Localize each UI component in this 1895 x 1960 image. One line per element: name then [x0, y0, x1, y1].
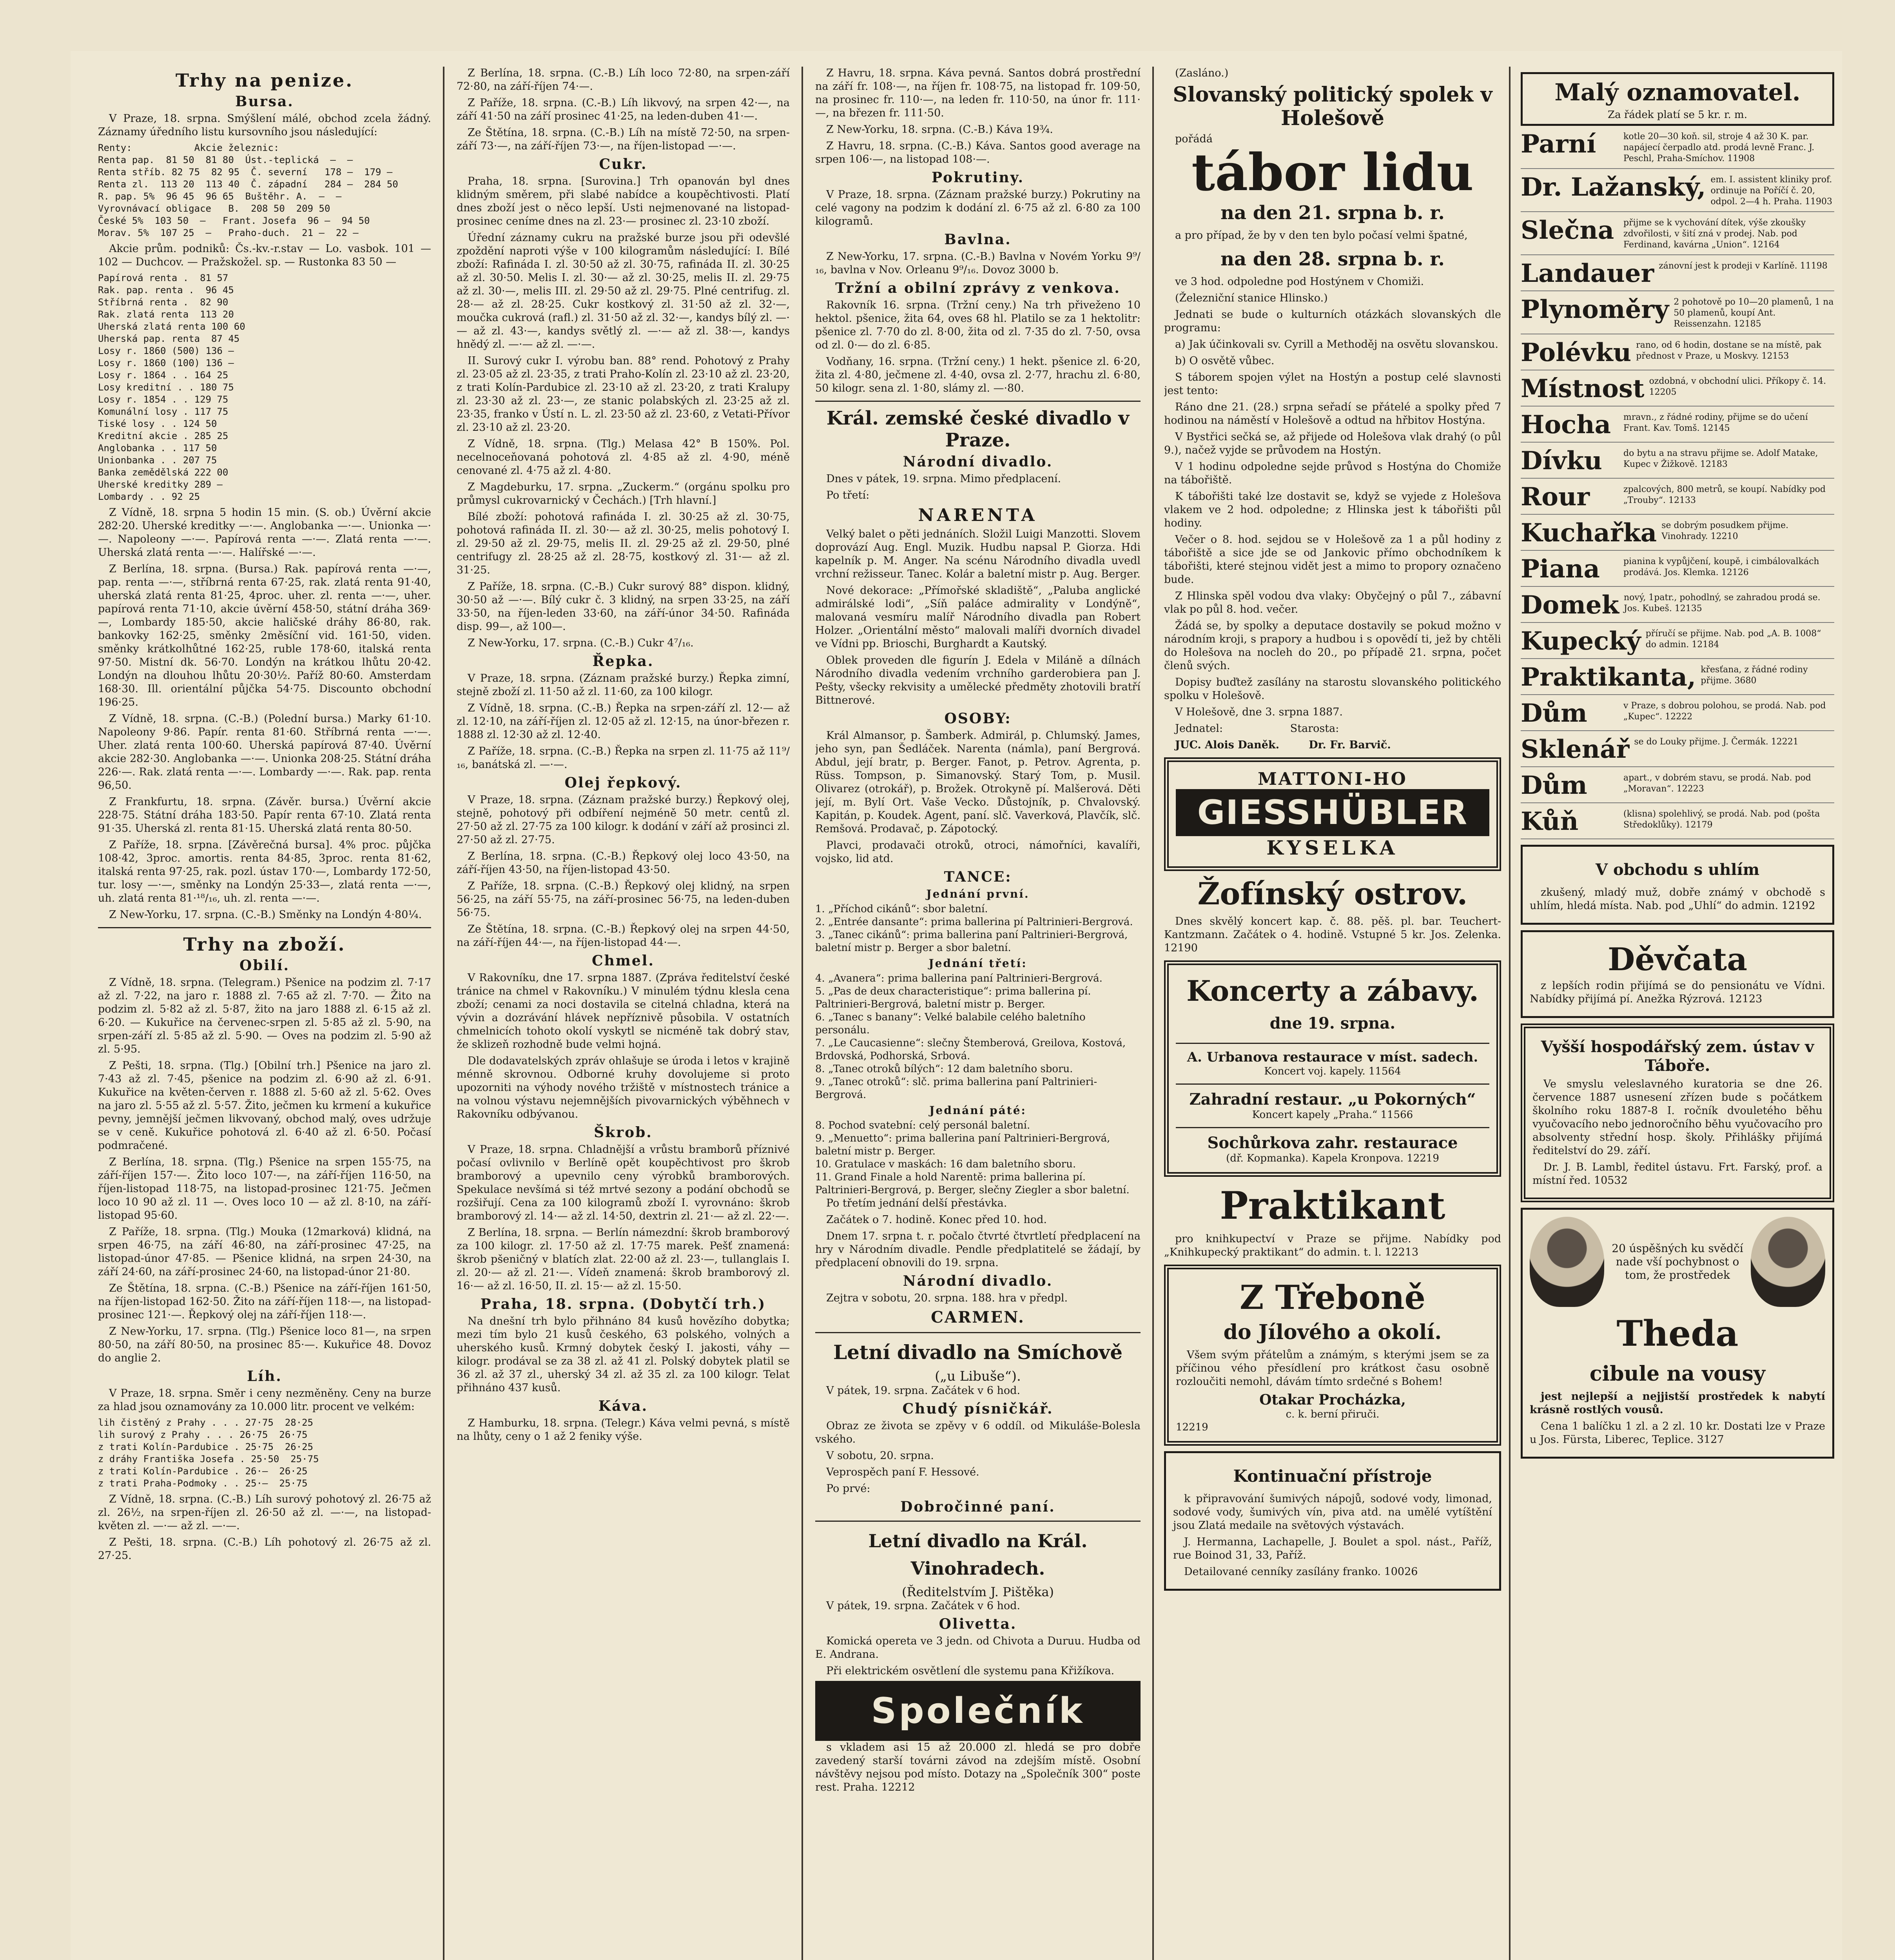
column-rule	[443, 67, 444, 1960]
paragraph: Ve smyslu veleslavného kuratoria se dne 26. července 1887 usnesení zřízen bude s počátkem školního roku 1887-8 I. ročník dvouletého běhu vyučovacího nebo jednoročního běhu vyučovacího pro absolventy střední hosp. školy. Přihlášky přijímá ředitelství do 29. září.	[1532, 1078, 1822, 1157]
paragraph: Z Havru, 18. srpna. (C.-B.) Káva. Santos good average na srpen 106·—, na listopad 108·—.	[815, 140, 1141, 165]
classified-text: zánovní jest k prodeji v Karlíně. 11198	[1659, 261, 1828, 271]
concert-venue: Sochůrkova zahr. restaurace	[1207, 1134, 1458, 1152]
classified-list	[1521, 131, 1834, 839]
subsection-sugar: Cukr.	[599, 156, 647, 172]
classified-keyword: Dr. Lažanský,	[1521, 172, 1706, 202]
column-rule	[1509, 67, 1511, 1960]
vinohrady-theatre-title: Letní divadlo na Král. Vinohradech.	[868, 1530, 1088, 1579]
concert-info: Koncert voj. kapely. 11564	[1264, 1065, 1401, 1077]
classified-ad	[1521, 628, 1834, 659]
classified-ad	[1521, 484, 1834, 515]
signatures: JUC. Alois Daněk. Dr. Fr. Barvič.	[1175, 739, 1391, 751]
paragraph: V Praze, 18. srpna. Směr i ceny nezměněny. Ceny na burze za hlad jsou oznamovány za 10.000 litr. procent ve velkém:	[98, 1387, 431, 1413]
paragraph: Při elektrickém osvětlení dle systemu pana Křižíkova.	[826, 1665, 1115, 1677]
subsection-grain: Obilí.	[239, 957, 290, 974]
paragraph: Obraz ze života se zpěvy v 6 oddíl. od Mikuláše-Bolesla vského.	[815, 1420, 1141, 1445]
paragraph: Z Berlína, 18. srpna. (Bursa.) Rak. papírová renta —·—, pap. renta —·—, stříbrná renta 67·25, rak. zlatá renta 91·40, uherská zlatá renta 81·25, 4proc. uher. zl. renta —·—, uher. papírová renta 71·10, akcie úvěrní 458·50, státní dráha 369·—, Lombardy 185·50, akcie haličské dráhy 86·80, rak. bankovky 162·25, směnky 2měsíční vid. 161·50, viden. směnky krátkolhůtné 162·25, ruble 178·60, italská renta 97·50. Mistní dk. 56·70. Londýn na krátkou lhůtu 20·42. Londýn na dlouhou lhůtu 20·30½. Paříž 80·60. Amsterdam 168·30. Ill. orientální půjčka 54·75. Discounto obchodní 196·25.	[98, 563, 431, 708]
divider	[1176, 1127, 1489, 1128]
column-commodities	[457, 67, 790, 1960]
paragraph: Z Magdeburku, 17. srpna. „Zuckerm.“ (orgánu spolku pro průmysl cukrovarnický v Čechách.) [Trh hlavní.]	[457, 481, 790, 506]
paragraph: (Železniční stanice Hlinsko.)	[1175, 292, 1328, 304]
paragraph: b) O osvětě vůbec.	[1175, 355, 1275, 367]
act-heading: Jednání páté:	[929, 1104, 1026, 1117]
column-announcements	[1164, 67, 1501, 1960]
paragraph: Veprospěch paní F. Hessové.	[826, 1466, 979, 1478]
classified-text: přijme se k vychování dítek, výše zkoušky zdvořilosti, v šití zná v prodej. Nab. pod Ferdinand, kavárna „Union“. 12164	[1623, 218, 1806, 250]
paragraph: Z Berlína, 18. srpna. (C.-B.) Řepkový olej loco 43·50, na září-říjen 43·50, na říjen-listopad 43·50.	[457, 850, 790, 876]
paragraph: Žádá se, by spolky a deputace dostavily se pokud možno v národním kroji, s prapory a hudbou i s opovědí ti, jež by chtěli do Holešova na nocleh do 20., po případě 21. srpna, počet členů svých.	[1164, 620, 1501, 672]
paragraph: Z Vídně, 18. srpna. (C.-B.) Řepka na srpen-září zl. 12·— až zl. 12·10, na září-říjen zl. 12·05 až zl. 12·15, na únor-březen r. 1888 zl. 12·30 až zl. 12·40.	[457, 702, 790, 741]
paragraph: Z Paříže, 18. srpna. [Závěrečná bursa]. 4% proc. půjčka 108·42, 3proc. amortis. renta 84·85, 3proc. renta 81·62, italská renta 97·25, rak. pozl. ústav 170·—, Lombardy 172·50, tur. losy —·—, směnky na Londýn 25·33—, zlatá renta —·—, uh. zlatá renta 81·¹⁸/₁₆, uh. zl. renta —·—.	[98, 839, 431, 904]
mattoni-ad	[1164, 757, 1501, 871]
rally-date-alt: na den 28. srpna b. r.	[1220, 248, 1445, 270]
paragraph: V Praze, 18. srpna. Chladnější a vrůstu bramborů příznivé počasí ovlivnilo v Berlíně opět koupěchtivost pro škrob bramborový a upevnilo ceny výrobků bramborových. Spekulace nevšímá si též mrtvé sezony a podání obchodů se rozšiřují. Cena za 100 kilogramů zboží I. vyrovnáno: škrob bramborový zl. 14·— až zl. 14·50, dextrin zl. 21·— až zl. 22·—.	[457, 1143, 790, 1222]
play-title: Olivetta.	[939, 1616, 1017, 1632]
paragraph: Z Vídně, 18. srpna 5 hodin 15 min. (S. ob.) Úvěrní akcie 282·20. Uherské kreditky —·—. Anglobanka —·—. Unionka —·—. Napoleony —·—. Papírová renta —·—. Zlatá renta —·—. Uherská zlatá renta —·—. Halířské —·—.	[98, 506, 431, 559]
classified-ad	[1521, 376, 1834, 407]
classified-ad	[1521, 297, 1834, 334]
paragraph: Plavci, prodavači otroků, otroci, námořníci, kavalíři, vojsko, lid atd.	[815, 839, 1141, 865]
column-rule	[1152, 67, 1154, 1960]
paragraph: a pro případ, že by v den ten bylo počasí velmi špatné,	[1175, 229, 1468, 241]
paragraph: Úřední záznamy cukru na pražské burze jsou při odevšlé zpoždění naproti výše v 100 kilogramům následující: I. Bílé zboží: Rafináda I. zl. 30·50 až zl. 30·75, rafináda II. zl. 30·25 až zl. 30·50. Melis I. zl. 30·— až zl. 30·25, melis II. zl. 29·75 až zl. 30·—, melis III. zl. 29·50 až zl. 29·75. Plné centrifug. zl. 28·— až zl. 28·25. Cukr kostkový zl. 31·50 až zl. 32·—, moučka cukrová (rafl.) zl. 31·50 až zl. 32·—, kandys bílý zl. —·— až zl. 43·—, kandys světlý zl. —·— až zl. 38·—, kandys hnědý zl. —·— až zl. —·—.	[457, 232, 790, 350]
national-theatre-heading: Národní divadlo.	[903, 454, 1053, 470]
classified-ad	[1521, 412, 1834, 443]
paragraph: V pátek, 19. srpna. Začátek v 6 hod.	[826, 1385, 1020, 1397]
paragraph: Z New-Yorku, 17. srpna. (C.-B.) Cukr 4⁷/₁₆.	[468, 637, 694, 649]
column-markets	[98, 67, 431, 1960]
paragraph: Praha, 18. srpna. [Surovina.] Trh opanován byl dnes klidným směrem, při slabé nabídce a koupěchtivosti. Platí dnes zboží jest o něco lepší. Usti nejmenované na listopad-prosinec ceníme dnes na zl. 23·— prosinec zl. 23·10 zboží.	[457, 175, 790, 227]
classified-ad	[1521, 340, 1834, 370]
paragraph: Velký balet o pěti jednáních. Složil Luigi Manzotti. Slovem doprovází Aug. Engl. Muzik. Hudbu napsal P. Giorza. Hdi kapelník p. M. Anger. Na scénu Národního divadla uvedl vrchní režisseur. Tanec. Kolár a baletní mistr p. Aug. Berger.	[815, 528, 1141, 580]
classified-keyword: Kupecký	[1521, 626, 1641, 656]
classified-ad	[1521, 218, 1834, 255]
concerts-box	[1164, 960, 1501, 1177]
concerts-date: dne 19. srpna.	[1269, 1014, 1396, 1033]
classified-keyword: Domek	[1521, 590, 1619, 620]
paragraph: II. Surový cukr I. výrobu ban. 88° rend. Pohotový z Prahy zl. 23·05 až zl. 23·35, z trati Praho-Kolín zl. 23·10 až zl. 23·20, z trati Kolín-Pardubice zl. 23·10 až zl. 23·20, z trati Kralupy zl. 23·30 až zl. 23·—, ze stanic polabských zl. 23·25 až zl. 23·35, franko v Ústí n. L. zl. 23·50 až zl. 23·60, z Vetati-Přívor zl. 23·10 až zl. 23·20.	[457, 355, 790, 434]
column-theatre	[815, 67, 1141, 1960]
paragraph: Jednatel: Starosta:	[1175, 722, 1339, 735]
divider	[815, 1332, 1141, 1333]
paragraph: Z Hlinska spěl vodou dva vlaky: Obyčejný o půl 7., zábavní vlak po půl 8. hod. večer.	[1164, 590, 1501, 615]
divider	[815, 401, 1141, 402]
paragraph: Zejtra v sobotu, 20. srpna. 188. hra v předpl.	[826, 1292, 1068, 1304]
apparatus-title: Kontinuační přístroje	[1233, 1466, 1432, 1486]
act-heading: Jednání první.	[926, 887, 1030, 900]
paragraph: Z Paříže, 18. srpna. (C.-B.) Líh likvový, na srpen 42·—, na září 41·50 na září prosinec 41·25, na leden-duben 41·—.	[457, 97, 790, 122]
classified-ad	[1521, 448, 1834, 479]
paragraph: Ze Štětína, 18. srpna. (C.-B.) Líh na místě 72·50, na srpen-září 73·—, na září-říjen 73·—, na říjen-listopad —·—.	[457, 127, 790, 152]
classified-keyword: Slečna	[1521, 216, 1614, 245]
classified-ad	[1521, 174, 1834, 212]
paragraph: Dr. J. B. Lambl, ředitel ústavu. Frt. Farský, prof. a místní řed. 10532	[1532, 1161, 1822, 1187]
paragraph: Z Paříže, 18. srpna. (C.-B.) Řepkový olej klidný, na srpen 56·25, na září 55·75, na září-prosinec 56·75, na leden-duben 56·75.	[457, 880, 790, 919]
concert-venue: Zahradní restaur. „u Pokorných“	[1189, 1090, 1476, 1109]
mattoni-brand: MATTONI-HO	[1258, 769, 1407, 789]
paragraph: V Rakovníku, dne 17. srpna 1887. (Zpráva ředitelství české tránice na chmel v Rakovníku.) V minulém týdnu klesla cena zboží; cenami za noci dostavila se citelná chladna, která na vývin a dozrávání hlávek nepříznivě působila. V ostatních chmelnicích tohoto okolí vyskytl se nicméně tak dobrý stav, že sklizeň rozhodně bude velmi hojná.	[457, 972, 790, 1051]
paragraph: J. Hermanna, Lachapelle, J. Boulet a spol. nást., Paříž, rue Boinod 31, 33, Paříž.	[1173, 1536, 1492, 1561]
summer-theatre-title: Letní divadlo na Smíchově	[833, 1341, 1123, 1364]
trebon-role: c. k. berní přiruči.	[1286, 1408, 1380, 1420]
zofin-title: Žofínský ostrov.	[1197, 876, 1468, 912]
theatre-title: Král. zemské české divadlo v Praze.	[826, 407, 1130, 451]
coal-ad	[1521, 845, 1834, 925]
paragraph: jest nejlepší a nejjistší prostředek k nabytí krásně rostlých vousů.	[1530, 1390, 1825, 1416]
spolecnik-banner: Společník	[815, 1681, 1141, 1741]
concert-info: Koncert kapely „Praha.“ 11566	[1252, 1109, 1413, 1121]
cast-heading: OSOBY:	[944, 710, 1012, 727]
paragraph: Po třetím jednání delší přestávka.	[826, 1197, 1007, 1209]
paragraph: Všem svým přátelům a známým, s kterými jsem se za příčinou vého přesídlení pro krátkost času osobně rozloučiti nemohl, dávám tímto srdečné s Bohem!	[1176, 1349, 1489, 1388]
summer-theatre-subtitle: („u Libuše“).	[935, 1368, 1021, 1384]
paragraph: Z Frankfurtu, 18. srpna. (Závěr. bursa.) Úvěrní akcie 228·75. Státní dráha 183·50. Papír renta 67·10. Zlatá renta 91·35. Uherská zl. renta 81·15. Uherská zlatá renta 80·50.	[98, 796, 431, 835]
rates-table: Renty: Akcie železnic: Renta pap. 81 50 81 80 Úst.-teplická — — Renta stříb. 82 75 82 95 Č. severní 178 — 179 — Renta zl. 113 20 113 40 Č. západní 284 — 284 50 R. pap. 5% 96 45 96 65 Buštěhr. A. — — Vyrovnávací obligace B. 208 50 209 50 České 5% 103 50 — Frant. Josefa 96 — 94 50 Morav. 5% 107 25 — Praho-duch. 21 — 22 —	[98, 142, 398, 238]
paragraph: Z Paříže, 18. srpna. (C.-B.) Cukr surový 88° dispon. klidný, 30·50 až —·—. Bílý cukr č. 3 klidný, na srpen 33·25, na září 33·50, na říjen-leden 33·60, na září-únor 34·50. Rafináda disp. 99—, až 100—.	[457, 581, 790, 633]
classified-text: 2 pohotově po 10—20 plamenů, 1 na 50 plamenů, koupí Ant. Reissenzahn. 12185	[1674, 297, 1834, 329]
paragraph: Komická opereta ve 3 jedn. od Chivota a Duruu. Hudba od E. Andrana.	[815, 1635, 1141, 1661]
paragraph: Z Vídně, 18. srpna. (Tlg.) Melasa 42° B 150%. Pol. necelnoceňovaná pohotová zl. 4·85 až zl. 4·90, méně cenované zl. 4·75 až zl. 4·80.	[457, 438, 790, 477]
paragraph: Večer o 8. hod. sejdou se v Holešově za 1 a půl hodiny z tábořiště a sice jde se od Jankovic přímo obchodníkem k tábořišti, které stejnou vidět jest a mimo to propory označeno bude.	[1164, 534, 1501, 586]
paragraph: Z Havru, 18. srpna. Káva pevná. Santos dobrá prostřední na září fr. 108·—, na říjen fr. 108·75, na listopad fr. 109·50, na prosinec fr. 110·—, na leden fr. 110·50, na únor fr. 111·—, na březen fr. 111·50.	[815, 67, 1141, 119]
divider	[1176, 1083, 1489, 1085]
dance-list: 1. „Příchod cikánů“: sbor baletní. 2. „Entrée dansante“: prima ballerina pí Paltrinieri-Bergrová. 3. „Tanec cikánů“: prima ballerina paní Paltrinieri-Bergrová, baletní mistr p. Berger a sbor baletní.	[815, 903, 1133, 954]
paragraph: Z New-Yorku, 17. srpna. (C.-B.) Směnky na Londýn 4·80¼.	[109, 909, 422, 921]
trebon-subtitle: do Jílového a okolí.	[1223, 1320, 1442, 1344]
section-title-goods: Trhy na zboží.	[183, 934, 346, 955]
concerts-title: Koncerty a zábavy.	[1186, 974, 1479, 1007]
national-theatre-heading: Národní divadlo.	[903, 1273, 1053, 1289]
play-title: NARENTA	[918, 505, 1038, 525]
subsection-country-markets: Tržní a obilní zprávy z venkova.	[835, 280, 1121, 296]
paragraph: Z Paříže, 18. srpna. (C.-B.) Řepka na srpen zl. 11·75 až 11⁹/₁₆, banátská zl. —·—.	[457, 745, 790, 771]
paragraph: a) Jak účinkovali sv. Cyrill a Methoděj na osvětu slovanskou.	[1175, 338, 1498, 350]
paragraph: Ráno dne 21. (28.) srpna seřadí se přátelé a spolky před 7 hodinou na náměstí v Holešově a odtud na hřbitov Hostýna.	[1164, 401, 1501, 426]
classified-ad	[1521, 701, 1834, 731]
paragraph: S táborem spojen výlet na Hostýn a postup celé slavnosti jest tento:	[1164, 371, 1501, 397]
paragraph: Z Berlína, 18. srpna. (C.-B.) Líh loco 72·80, na srpen-září 72·80, na září-říjen 74·—.	[457, 67, 790, 93]
paragraph: Začátek o 7. hodině. Konec před 10. hod.	[826, 1214, 1047, 1226]
theda-ad	[1521, 1208, 1834, 1459]
giesshubler-title: GIESSHÜBLER	[1176, 789, 1489, 836]
classified-text: křesťana, z řádné rodiny přijme. 3680	[1701, 665, 1808, 686]
classified-ad	[1521, 592, 1834, 623]
dance-list: 4. „Avanera“: prima ballerina paní Paltrinieri-Bergrová. 5. „Pas de deux characteristique“: prima ballerina pí. Paltrinieri-Bergrová, baletní mistr p. Berger. 6. „Tanec s banany“: Velké balabile celého baletního personálu. 7. „Le Caucasienne“: slečny Štemberová, Greilova, Kostová, Brdovská, Podhorská, Srbová. 8. „Tanec otroků bílých“: 12 dam baletního sboru. 9. „Tanec otroků“: slč. prima ballerina paní Paltrinieri-Bergrová.	[815, 973, 1126, 1101]
paragraph: Z New-Yorku, 17. srpna. (Tlg.) Pšenice loco 81—, na srpen 80·50, na září 80·50, na prosinec 85·—. Kukuřice 48. Dovoz do anglie 2.	[98, 1325, 431, 1364]
classified-keyword: Praktikanta,	[1521, 662, 1696, 692]
paragraph: Bílé zboží: pohotová rafináda I. zl. 30·25 až zl. 30·75, pohotová rafináda II. zl. 30·— až zl. 30·25, melis pohotový I. zl. 29·50 až zl. 29·75, melis II. zl. 29·25 až zl. 29·50, plné centrifugy zl. 28·25 až zl. 28·75, kostkový zl. 31·— až zl. 31·25.	[457, 511, 790, 576]
theda-intro: 20 úspěšných ku svědčí nade vší pochybnost o tom, že prostředek	[1612, 1242, 1743, 1281]
subsection-coffee: Káva.	[598, 1398, 648, 1414]
rally-title: tábor lidu	[1191, 142, 1474, 202]
paragraph: V Praze, 18. srpna. (Záznam pražské burzy.) Pokrutiny na celé vagony na podzim k dodání zl. 6·75 až zl. 6·80 za 100 kilogramů.	[815, 189, 1141, 227]
classified-text: nový, 1patr., pohodlný, se zahradou prodá se. Jos. Kubeš. 12135	[1623, 593, 1821, 613]
paragraph: V Praze, 18. srpna. (Záznam pražské burzy.) Řepka zimní, stejně zboží zl. 11·50 až zl. 11·60, za 100 kilogr.	[457, 672, 790, 698]
paragraph: Dopisy buďtež zasílány na starostu slovanského politického spolku v Holešově.	[1164, 676, 1501, 702]
paragraph: (Zasláno.)	[1175, 67, 1229, 79]
paragraph: Z Berlína, 18. srpna. (Tlg.) Pšenice na srpen 155·75, na září-říjen 157·—. Žito loco 107·—, na září-říjen 116·50, na říjen-listopad 118·75, na listopad-prosinec 121·75. Ječmen loco 10 90 až zl. 11 —. Oves loco 10 — až zl. 8·10, na září-listopad 95·60.	[98, 1156, 431, 1221]
paragraph: Ze Štětína, 18. srpna. (C.-B.) Pšenice na září-říjen 161·50, na říjen-listopad 162·50. Žito na září-říjen 118·—, na listopad-prosinec 121·—. Řepkový olej na září-říjen 118·—.	[98, 1282, 431, 1321]
classified-text: ozdobná, v obchodní ulici. Příkopy č. 14. 12205	[1649, 376, 1826, 397]
paragraph: V Holešově, dne 3. srpna 1887.	[1175, 706, 1343, 718]
bearded-man-portrait	[1530, 1217, 1604, 1307]
paragraph: Z Pešti, 18. srpna. (C.-B.) Líh pohotový zl. 26·75 až zl. 27·25.	[98, 1536, 431, 1562]
paragraph: Nové dekorace: „Přímořské skladiště“, „Paluba anglické admirálské lodi“, „Síň paláce admirality v Londýně“, malovaná vesmíru malíř Národního divadla pan Robert Holzer. „Orientální město“ malovali malíři dvorních divadel ve Vídni pp. Brioschi, Burghardt a Kautský.	[815, 584, 1141, 650]
trebon-signature: Otakar Procházka,	[1259, 1392, 1406, 1408]
paragraph: Z Pešti, 18. srpna. (Tlg.) [Obilní trh.] Pšenice na jaro zl. 7·43 až zl. 7·45, pšenice na podzim zl. 6·90 až zl. 6·91. Kukuřice na květen-červen r. 1888 zl. 5·60 až zl. 5·62. Oves na jaro zl. 5·55 až zl. 5·57. Žito, ječmen ku krmení a kukuřice pevny, jemnější ječmen likvovaný, obchod malý, oves udržuje se v ceně. Kukuřice pohotová zl. 6·40 až zl. 6·50. Počasí podmračené.	[98, 1060, 431, 1152]
classified-keyword: Polévku	[1521, 338, 1632, 367]
subsection-hops: Chmel.	[591, 953, 655, 969]
paragraph: zkušený, mladý muž, dobře známý v obchodě s uhlím, hledá místa. Nab. pod „Uhlí“ do admin. 12192	[1530, 886, 1825, 912]
classified-keyword: Dům	[1521, 699, 1587, 728]
paragraph: Dnes skvělý koncert kap. č. 88. pěš. pl. bar. Teuchert-Kantzmann. Začátek o 4. hodině. Vstupné 5 kr. Jos. Zelenka. 12190	[1164, 915, 1501, 954]
classified-ad	[1521, 556, 1834, 587]
ad-number: 12219	[1176, 1421, 1208, 1433]
classified-keyword: Piana	[1521, 554, 1600, 584]
classified-text: apart., v dobrém stavu, se prodá. Nab. pod „Moravan“. 12223	[1623, 773, 1811, 794]
coal-title: V obchodu s uhlím	[1595, 860, 1760, 879]
classified-text: (klisna) spolehlivý, se prodá. Nab. pod (pošta Středoklůky). 12179	[1623, 809, 1820, 830]
paragraph: Dnes v pátek, 19. srpna. Mimo předplacení.	[826, 473, 1061, 485]
classifieds-title: Malý oznamovatel.	[1554, 79, 1801, 106]
divider	[815, 1521, 1141, 1522]
paragraph: V Praze, 18. srpna. Smýšlení málé, obchod zcela žádný. Záznamy úředního listu kursovního jsou následující:	[98, 113, 431, 138]
concert-info: (dř. Kopmanka). Kapela Kronpova. 12219	[1226, 1152, 1439, 1164]
subsection-oil: Olej řepkový.	[564, 775, 682, 791]
subsection-cattle: Praha, 18. srpna. (Dobytčí trh.)	[480, 1296, 766, 1312]
classified-text: mravn., z řádné rodiny, přijme se do učení Frant. Kav. Tomš. 12145	[1623, 412, 1808, 433]
dances-heading: TANCE:	[944, 869, 1012, 885]
subsection-spirit: Líh.	[247, 1368, 282, 1385]
trebon-title: Z Třeboně	[1240, 1278, 1425, 1317]
classified-text: pianina k vypůjčení, koupě, i cimbálovalkách prodává. Jos. Klemka. 12126	[1623, 557, 1819, 577]
paragraph: Z New-Yorku, 18. srpna. (C.-B.) Káva 19¾.	[826, 123, 1053, 136]
classified-text: em. I. assistent kliniky prof. ordinuje na Poříčí č. 20, odpol. 2—4 h. Praha. 11903	[1710, 175, 1832, 207]
paragraph: Rakovník 16. srpna. (Tržní ceny.) Na trh přiveženo 10 hektol. pšenice, žita 64, oves 68 hl. Platilo se za 1 hektolitr: pšenice zl. 7·70 do zl. 8·00, žita od zl. 7·35 do zl. 7·50, ovsa od zl. 0·— do zl. 6·85.	[815, 299, 1141, 351]
trebon-box	[1164, 1265, 1501, 1446]
paragraph: V Bystřici sečká se, až přijede od Holešova vlak drahý (o půl 9.), načež vyjde se průvodem na Hostýn.	[1164, 431, 1501, 456]
paragraph: pro knihkupectví v Praze se přijme. Nabídky pod „Knihkupecký praktikant“ do admin. t. l. 12213	[1164, 1233, 1501, 1258]
paragraph: Oblek proveden dle figurín J. Edela v Miláně a dílnách Národního divadla vedením vrchního garderobiera pan J. Pešty, všecky rekvisity a umělecké předměty zhotovili bratří Bittnerové.	[815, 654, 1141, 706]
classified-ad	[1521, 131, 1834, 169]
divider	[1176, 1043, 1489, 1044]
paragraph: Z Paříže, 18. srpna. (Tlg.) Mouka (12marková) klidná, na srpen 46·75, na září 46·80, na září-prosinec 47·25, na listopad-únor 47·85. — Pšenice klidná, na srpen 24·30, na září 24·60, na září-prosinec 24·60, na listopad-únor 21·80.	[98, 1226, 431, 1278]
paragraph: k připravování šumivých nápojů, sodové vody, limonad, sodové vody, šumivých vín, piva atd. na umělé vytíštění jsou Zlatá medaile na světových výstavách.	[1173, 1493, 1492, 1532]
school-title: Vyšší hospodářský zem. ústav v Táboře.	[1541, 1038, 1814, 1075]
newspaper-page	[71, 51, 1842, 1960]
classified-keyword: Landauer	[1521, 259, 1654, 288]
kyselka-label: KYSELKA	[1266, 836, 1399, 859]
classifieds-header	[1521, 72, 1834, 126]
paragraph: V 1 hodinu odpoledne sejde průvod s Hostýna do Chomiže na tábořiště.	[1164, 461, 1501, 486]
paragraph: Z Berlína, 18. srpna. — Berlín námezdní: škrob bramborový za 100 kilogr. zl. 17·50 až zl. 17·75 marek. Pešť znamená: škrob pšeničný v blatích zlat. 22·00 až zl. 23·—, tullanglais I. zl. 20·— až zl. 21·—. Vídeň znamená: škrob bramborový zl. 16·— až zl. 16·50, II. zl. 15·— až zl. 15·50.	[457, 1227, 790, 1292]
paragraph: Z Vídně, 18. srpna. (C.-B.) Líh surový pohotový zl. 26·75 až zl. 26½, na srpen-říjen zl. 26·50 až zl. —·—, na listopad-květen zl. —·— až zl. —·—.	[98, 1493, 431, 1532]
classified-text: zpalcových, 800 metrů, se koupí. Nabídky pod „Trouby“. 12133	[1623, 485, 1826, 505]
dance-list: 8. Pochod svatební: celý personál baletní. 9. „Menuetto“: prima ballerina paní Paltrinieri-Bergrová, baletní mistr p. Berger. 10. Gratulace v maskách: 16 dam baletního sboru. 11. Grand Finale a hold Narentě: prima ballerina pí. Paltrinieri-Bergrová, p. Berger, slečny Ziegler a sbor baletní.	[815, 1120, 1130, 1196]
vinohrady-theatre-subtitle: (Ředitelstvím J. Pištěka)	[902, 1584, 1054, 1599]
divider	[98, 927, 431, 928]
classified-ad	[1521, 664, 1834, 695]
subsection-rapeseed: Řepka.	[592, 653, 654, 670]
opera-title: CARMEN.	[931, 1308, 1025, 1327]
paragraph: V sobotu, 20. srpna.	[826, 1450, 934, 1462]
act-heading: Jednání třetí:	[928, 957, 1027, 970]
classified-keyword: Sklenář	[1521, 735, 1630, 764]
paragraph: ve 3 hod. odpoledne pod Hostýnem v Chomiži.	[1175, 276, 1424, 288]
paragraph: K tábořišti také lze dostavit se, když se vyjede z Holešova vlakem ve 2 hod. odpoledne; z Hlinska jest k tábořišti půl hodiny.	[1164, 490, 1501, 529]
classified-keyword: Dům	[1521, 771, 1587, 800]
classified-text: v Praze, s dobrou polohou, se prodá. Nab. pod „Kupec“. 12222	[1623, 701, 1826, 722]
classified-keyword: Plynoměry	[1521, 295, 1669, 324]
paragraph: Jednati se bude o kulturních otázkách slovanských dle programu:	[1164, 309, 1501, 334]
paragraph: Z New-Yorku, 17. srpna. (C.-B.) Bavlna v Novém Yorku 9⁹/₁₆, bavlna v Nov. Orleanu 9⁹/₁₆. Dovoz 3000 b.	[815, 250, 1141, 276]
praktikant-title: Praktikant	[1220, 1183, 1445, 1228]
section-title-money: Trhy na penize.	[175, 70, 354, 91]
classified-text: příručí se přijme. Nab. pod „A. B. 1008“ do admin. 12184	[1645, 629, 1821, 650]
classified-keyword: Kuchařka	[1521, 518, 1657, 548]
classified-ad	[1521, 737, 1834, 767]
paragraph: z lepších rodin přijímá se do pensionátu ve Vídni. Nabídky přijímá pí. Anežka Rýzrová. 12123	[1530, 980, 1825, 1005]
paragraph: Ze Štětína, 18. srpna. (C.-B.) Řepkový olej na srpen 44·50, na září-říjen 44·—, na říjen-listopad 44·—.	[457, 923, 790, 949]
classified-text: kotle 20—30 koň. sil, stroje 4 až 30 K. par. napájecí čerpadlo atd. prodá levně Franc. J. Peschl, Praha-Smíchov. 11908	[1623, 132, 1815, 163]
classified-text: do bytu a na stravu přijme se. Adolf Matake, Kupec v Žižkově. 12183	[1623, 448, 1818, 469]
rally-date: na den 21. srpna b. r.	[1220, 202, 1445, 224]
classified-ad	[1521, 773, 1834, 803]
classified-text: se do Louky přijme. J. Čermák. 12221	[1634, 737, 1799, 747]
classified-keyword: Kůň	[1521, 807, 1579, 836]
paragraph: Po prvé:	[826, 1483, 870, 1495]
paragraph: Na dnešní trh bylo přihnáno 84 kusů hovězího dobytka; mezi tím bylo 21 kusů českého, 63 polského, volných a uherského kusů. Krmný dobytek český I. jakosti, váhy — kilogr. prodával se za 38 zl. až 41 zl. Polský dobytek platil se 36 zl. až 37 zl., uherský 34 zl. až 35 zl. za 100 kilogr. Telat přihnáno 437 kusů.	[457, 1315, 790, 1394]
paragraph: s vkladem asi 15 až 20.000 zl. hledá se pro dobře zavedený starší továrni závod na zdejším místě. Osobní návštěvy nejsou pod místo. Dotazy na „Společník 300“ poste rest. Praha. 12212	[815, 1741, 1141, 1793]
classified-keyword: Dívku	[1521, 446, 1602, 475]
column-classifieds	[1521, 67, 1834, 1960]
paragraph: Akcie prům. podniků: Čs.-kv.-r.stav — Lo. vasbok. 101 — 102 — Duchcov. — Pražskožel. sp. — Rustonka 83 50 —	[98, 243, 431, 268]
paragraph: Po třetí:	[826, 489, 870, 501]
subsection-starch: Škrob.	[594, 1124, 653, 1141]
spirit-table: lih čistěný z Prahy . . . 27·75 28·25 lih surový z Prahy . . . 26·75 26·75 z trati Kolín-Pardubice . 25·75 26·25 z dráhy Františka Josefa . 25·50 25·75 z trati Kolín-Pardubice . 26·— 26·25 z trati Praha-Podmoky . . 25·— 25·75	[98, 1417, 319, 1489]
play-title: Dobročinné paní.	[900, 1499, 1055, 1515]
classified-keyword: Hocha	[1521, 410, 1611, 439]
theda-title: Theda	[1616, 1313, 1739, 1354]
paragraph: Dle dodavatelských zpráv ohlašuje se úroda i letos v krajině ménně skrovnou. Odborné kruhy dovolujeme si proto upozorniti na výhody nového tržiště v místnostech tránice a na volnou výstavu nejemnějších pivovarnických výběhnech v Rakovníku odbývanou.	[457, 1055, 790, 1120]
paragraph: Z Hamburku, 18. srpna. (Telegr.) Káva velmi pevná, s místě na lhůty, ceny o 1 až 2 feniky výše.	[457, 1417, 790, 1443]
play-title: Chudý písničkář.	[902, 1401, 1054, 1417]
classified-text: se dobrým posudkem přijme. Vinohrady. 12210	[1661, 521, 1789, 541]
society-title: Slovanský politický spolek v Holešově	[1173, 83, 1492, 130]
paragraph: Vodňany, 16. srpna. (Tržní ceny.) 1 hekt. pšenice zl. 6·20, žita zl. 4·80, ječmene zl. 4·40, ovsa zl. 2·77, hrachu zl. 6·80, 50 kilogr. sena zl. 1·80, slámy zl. —·80.	[815, 356, 1141, 394]
subsection-oilcake: Pokrutiny.	[932, 169, 1024, 186]
classified-keyword: Parní	[1521, 129, 1596, 159]
subsection-bursa: Bursa.	[235, 93, 294, 110]
paragraph: Dnem 17. srpna t. r. počalo čtvrté čtvrtletí předplacení na hry v Národním divadle. Pendle předplatitelé se žádají, by předplacení obnovili do 19. srpna.	[815, 1230, 1141, 1269]
subsection-cotton: Bavlna.	[944, 231, 1012, 248]
paragraph: Z Vídně, 18. srpna. (C.-B.) (Polední bursa.) Marky 61·10. Napoleony 9·86. Papír. renta 81·60. Stříbrná renta —·—. Uher. zlatá renta 100·60. Uherská papírová 87·40. Úvěrní akcie 282·30. Anglobanka —·—. Unionka 208·25. Státní dráha 226·—. Rak. zlatá renta —·—. Lombardy —·—. Rak. pap. renta 96,50.	[98, 713, 431, 791]
apparatus-ad	[1164, 1451, 1501, 1591]
classified-ad	[1521, 520, 1834, 551]
classified-text: rano, od 6 hodin, dostane se na místě, pak přednost v Praze, u Moskvy. 12153	[1636, 340, 1822, 361]
classified-keyword: Rour	[1521, 482, 1590, 512]
paragraph: Detailované cenníky zasílány franko. 10026	[1184, 1566, 1418, 1578]
girls-title: Děvčata	[1607, 941, 1748, 978]
paragraph: Král Almansor, p. Šamberk. Admirál, p. Chlumský. James, jeho syn, pan Šedláček. Narenta (námla), paní Bergrová. Abdul, její bratr, p. Berger. Fanot, p. Petrov. Agrenta, p. Rüss. Tompson, p. Simanovský. Starý Tom, p. Musil. Olivarez (otrokář), p. Brožek. Otrokyně pí. Malšerová. Děti její, m. Bylí Ort. Vaše Vecko. Důstojník, p. Chvalovský. Kapitán, p. Koudek. Agent, paní. slč. Vaverková, Plavčík, slč. Remšová. Prodavač, p. Zápotocký.	[815, 730, 1141, 835]
concert-venue: A. Urbanova restaurace v míst. sadech.	[1187, 1049, 1478, 1065]
theda-subtitle: cibule na vousy	[1589, 1362, 1766, 1386]
column-rule	[802, 67, 803, 1960]
bearded-man-portrait	[1751, 1217, 1825, 1307]
classified-ad	[1521, 809, 1834, 839]
paragraph: Z Vídně, 18. srpna. (Telegram.) Pšenice na podzim zl. 7·17 až zl. 7·22, na jaro r. 1888 zl. 7·65 až zl. 7·70. — Žito na podzim zl. 5·82 až zl. 5·87, žito na jaro 1888 zl. 6·15 až zl. 6·20. — Kukuřice na červenec-srpen zl. 5·85 až zl. 5·90, na srpen-září zl. 5·85 až zl. 5·90. — Oves na podzim zl. 5·90 až zl. 5·95.	[98, 976, 431, 1055]
paragraph: V Praze, 18. srpna. (Záznam pražské burzy.) Řepkový olej, stejně, pohotový při odbíření nejméně 50 metr. centů zl. 27·50 až zl. 27·75 za 100 kilogr. k dodání v září až prosinci zl. 27·50 až zl. 27·75.	[457, 794, 790, 846]
girls-ad	[1521, 930, 1834, 1018]
classifieds-price: Za řádek platí se 5 kr. r. m.	[1608, 109, 1747, 121]
paragraph: V pátek, 19. srpna. Začátek v 6 hod.	[826, 1600, 1020, 1612]
vienna-table: Papírová renta . 81 57 Rak. pap. renta . 96 45 Stříbrná renta . 82 90 Rak. zlatá renta 113 20 Uherská zlatá renta 100 60 Uherská pap. renta 87 45 Losy r. 1860 (500) 136 — Losy r. 1860 (100) 136 — Losy r. 1864 . . 164 25 Losy kreditní . . 180 75 Losy r. 1854 . . 129 75 Komunální losy . 117 75 Tiské losy . . 124 50 Kreditní akcie . 285 25 Anglobanka . . 117 50 Unionbanka . . 207 75 Banka zemědělská 222 00 Uherské kreditky 289 — Lombardy . . 92 25	[98, 272, 245, 502]
school-ad	[1521, 1024, 1834, 1202]
classified-keyword: Místnost	[1521, 374, 1645, 403]
classified-ad	[1521, 261, 1834, 291]
paragraph: pořádá	[1175, 133, 1213, 145]
paragraph: Cena 1 balíčku 1 zl. a 2 zl. 10 kr. Dostati lze v Praze u Jos. Fürsta, Liberec, Teplice. 3127	[1530, 1420, 1825, 1446]
